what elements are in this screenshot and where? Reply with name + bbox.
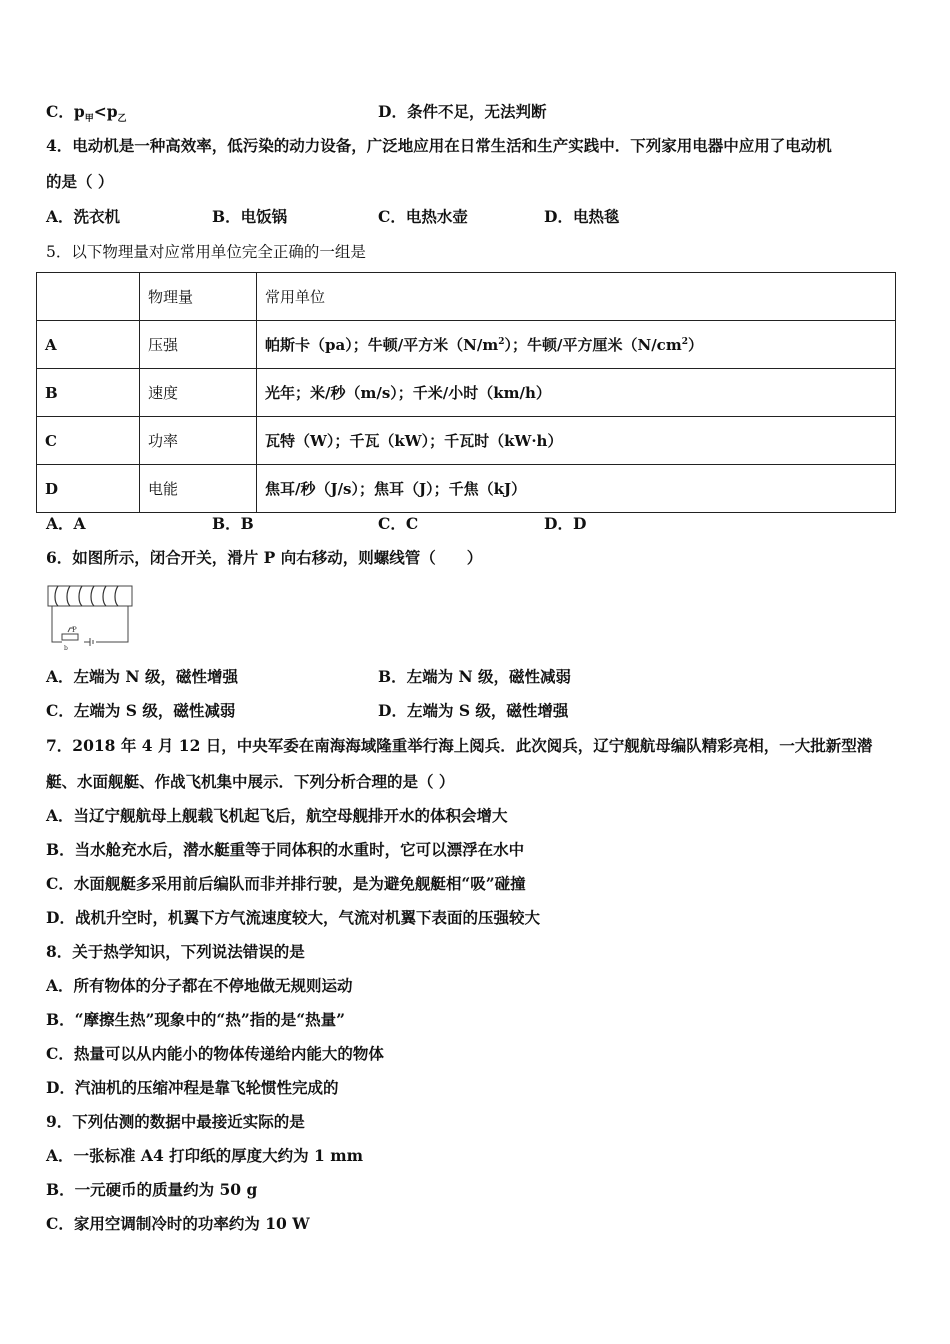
table-row [37, 369, 896, 417]
q9-option-a: A．一张标准 A4 打印纸的厚度大约为 1 mm [46, 1146, 364, 1165]
figure-label-b: b [64, 645, 68, 652]
table-row [37, 417, 896, 465]
q4-option-a: A．洗衣机 [46, 207, 121, 226]
q5-option-b: B．B [212, 514, 254, 533]
solenoid-coil [55, 586, 118, 606]
q9-option-b: B．一元硬币的质量约为 50 g [46, 1180, 258, 1199]
q5-stem: 5．以下物理量对应常用单位完全正确的一组是 [46, 243, 366, 261]
table-header-cell: 物理量 [140, 273, 257, 321]
q6-stem: 6．如图所示，闭合开关，滑片 P 向右移动，则螺线管（ ） [46, 548, 483, 567]
row-quantity: 功率 [140, 417, 257, 465]
q7-option-d: D．战机升空时，机翼下方气流速度较大，气流对机翼下表面的压强较大 [46, 908, 540, 927]
q4-stem-line2: 的是（ ） [46, 172, 114, 191]
q8-option-d: D．汽油机的压缩冲程是靠飞轮惯性完成的 [46, 1078, 339, 1097]
q6-option-d: D．左端为 S 级，磁性增强 [378, 701, 569, 720]
q5-option-a: A．A [46, 514, 86, 533]
q6-option-b: B．左端为 N 级，磁性减弱 [378, 667, 572, 686]
q5-option-c: C．C [378, 514, 419, 533]
row-quantity: 压强 [140, 321, 257, 369]
q8-option-a: A．所有物体的分子都在不停地做无规则运动 [46, 976, 353, 995]
solenoid-core [48, 586, 132, 606]
row-units: 光年；米/秒（m/s）；千米/小时（km/h） [257, 369, 896, 417]
row-label: B [37, 369, 140, 417]
units-table [36, 272, 896, 513]
row-label: D [37, 465, 140, 513]
table-header-cell: 常用单位 [257, 273, 896, 321]
q3-option-d: D．条件不足，无法判断 [378, 102, 547, 121]
circuit-wires [52, 606, 128, 646]
q7-stem-line2: 艇、水面舰艇、作战飞机集中展示．下列分析合理的是（ ） [46, 772, 455, 791]
row-label: C [37, 417, 140, 465]
table-row [37, 465, 896, 513]
q9-stem: 9．下列估测的数据中最接近实际的是 [46, 1112, 305, 1131]
q7-option-c: C．水面舰艇多采用前后编队而非并排行驶，是为避免舰艇相“吸”碰撞 [46, 874, 526, 893]
table-header-cell [37, 273, 140, 321]
q7-option-b: B．当水舱充水后，潜水艇重等于同体积的水重时，它可以漂浮在水中 [46, 840, 525, 859]
solenoid-circuit-figure [44, 582, 136, 652]
q6-option-c: C．左端为 S 级，磁性减弱 [46, 701, 236, 720]
figure-label-p: P [72, 626, 77, 634]
q9-option-c: C．家用空调制冷时的功率约为 10 W [46, 1214, 310, 1233]
row-quantity: 电能 [140, 465, 257, 513]
row-units: 帕斯卡（pa）；牛顿/平方米$(N/m^2)$；牛顿/平方厘米$(N/cm^2)$ [257, 321, 896, 369]
row-units: 焦耳/秒（J/s）；焦耳（J）；千焦（kJ） [257, 465, 896, 513]
q4-option-c: C．电热水壶 [378, 207, 468, 226]
row-label: A [37, 321, 140, 369]
q5-option-d: D．D [544, 514, 587, 533]
q7-stem-line1: 7．2018 年 4 月 12 日，中央军委在南海海域隆重举行海上阅兵．此次阅兵，辽宁舰航母编队精彩亮相，一大批新型潜 [46, 736, 873, 755]
q4-stem-line1: 4．电动机是一种高效率，低污染的动力设备，广泛地应用在日常生活和生产实践中．下列家用电器中应用了电动机 [46, 136, 832, 155]
row-units: 瓦特（W）；千瓦（kW）；千瓦时（kW·h） [257, 417, 896, 465]
q4-option-d: D．电热毯 [544, 207, 620, 226]
table-row [37, 321, 896, 369]
table-header-row [37, 273, 896, 321]
q8-option-c: C．热量可以从内能小的物体传递给内能大的物体 [46, 1044, 384, 1063]
q8-stem: 8．关于热学知识，下列说法错误的是 [46, 942, 305, 961]
q3-option-c: C．$p_甲<p_乙$ [46, 102, 127, 125]
q8-option-b: B．“摩擦生热”现象中的“热”指的是“热量” [46, 1010, 346, 1029]
q6-option-a: A．左端为 N 级，磁性增强 [46, 667, 238, 686]
q4-option-b: B．电饭锅 [212, 207, 288, 226]
row-quantity: 速度 [140, 369, 257, 417]
q7-option-a: A．当辽宁舰航母上舰载飞机起飞后，航空母舰排开水的体积会增大 [46, 806, 508, 825]
